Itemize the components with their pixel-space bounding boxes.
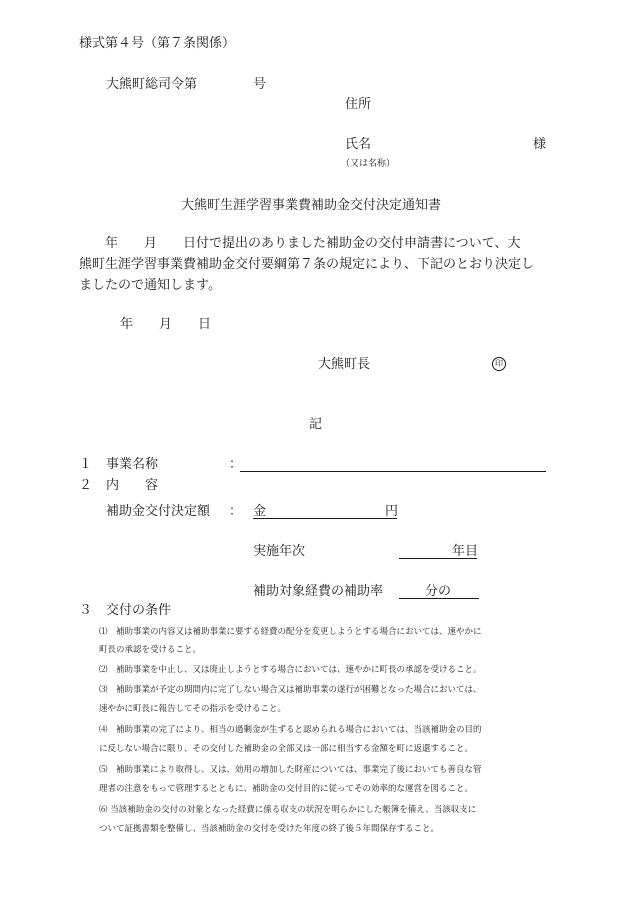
- condition-3-line-1: ⑶ 補助事業が予定の期間内に完了しない場合又は補助事業の遂行が困難となった場合においては、: [99, 685, 482, 695]
- amount-label: 補助金交付決定額: [106, 504, 211, 519]
- condition-3-line-2: 速やかに町長に報告してその指示を受けること。: [99, 704, 287, 714]
- document-title: 大熊町生涯学習事業費補助金交付決定通知書: [181, 198, 442, 213]
- form-number: 様式第４号（第７条関係）: [79, 36, 236, 51]
- body-line-2: 熊町生涯学習事業費補助金交付要綱第７条の規定により、下記のとおり決定し: [79, 257, 535, 272]
- ki-heading: 記: [309, 417, 323, 432]
- amount-unit: 円: [385, 504, 399, 519]
- honorific: 様: [533, 137, 547, 152]
- project-name-blank: [240, 471, 546, 472]
- year-label: 実施年次: [253, 544, 306, 559]
- amount-blank: [253, 518, 397, 519]
- notice-number-prefix: 大熊町総司令第: [106, 77, 198, 92]
- issuer: 大熊町長: [318, 357, 371, 372]
- condition-6-line-2: ついて証拠書類を整備し、当該補助金の交付を受けた年度の終了後５年間保存すること。: [99, 824, 440, 834]
- notice-number-suffix: 号: [253, 77, 267, 92]
- item3-label: 交付の条件: [106, 603, 172, 618]
- item3-number: ３: [79, 603, 93, 618]
- name-note: （又は名称）: [341, 159, 396, 169]
- rate-text: 分の: [425, 584, 452, 599]
- year-unit: 年目: [452, 544, 479, 559]
- name-label: 氏名: [345, 137, 372, 152]
- condition-5-line-1: ⑸ 補助事業により取得し、又は、効用の増加した財産については、事業完了後においても善良な管: [99, 765, 482, 775]
- condition-5-line-2: 理者の注意をもって管理するとともに、補助金の交付目的に従ってその効率的な運営を図ること。: [99, 784, 474, 794]
- condition-2-line-1: ⑵ 補助事業を中止し、又は廃止しようとする場合においては、速やかに町長の承認を受けること。: [99, 665, 482, 675]
- condition-4-line-1: ⑷ 補助事業の完了により、相当の過剰金が生ずると認められる場合においては、当該補助金の目的: [99, 725, 482, 735]
- address-label: 住所: [345, 97, 372, 112]
- item1-number: １: [79, 457, 93, 472]
- amount-colon: ：: [229, 504, 243, 519]
- item2-number: ２: [79, 478, 93, 493]
- seal-mark: 印: [492, 357, 506, 371]
- rate-label: 補助対象経費の補助率: [253, 584, 384, 599]
- amount-prefix: 金: [253, 504, 267, 519]
- item1-label: 事業名称: [106, 457, 159, 472]
- body-line-3: ましたので通知します。: [79, 278, 221, 293]
- condition-4-line-2: に反しない場合に限り、その交付した補助金の全部又は一部に相当する金額を町に返還すること。: [99, 744, 474, 754]
- condition-6-line-1: ⑹ 当該補助金の交付の対象となった経費に係る収支の状況を明らかにした帳簿を備え、当該収支に: [99, 805, 477, 815]
- date-line: 年 月 日: [120, 317, 212, 332]
- condition-1-line-2: 町長の承認を受けること。: [99, 645, 202, 655]
- item2-label: 内 容: [106, 478, 159, 493]
- condition-1-line-1: ⑴ 補助事業の内容又は補助事業に要する経費の配分を変更しようとする場合においては、速やかに: [99, 627, 482, 637]
- body-line-1: 年 月 日付で提出のありました補助金の交付申請書について、大: [79, 236, 521, 251]
- item1-colon: ：: [229, 457, 243, 472]
